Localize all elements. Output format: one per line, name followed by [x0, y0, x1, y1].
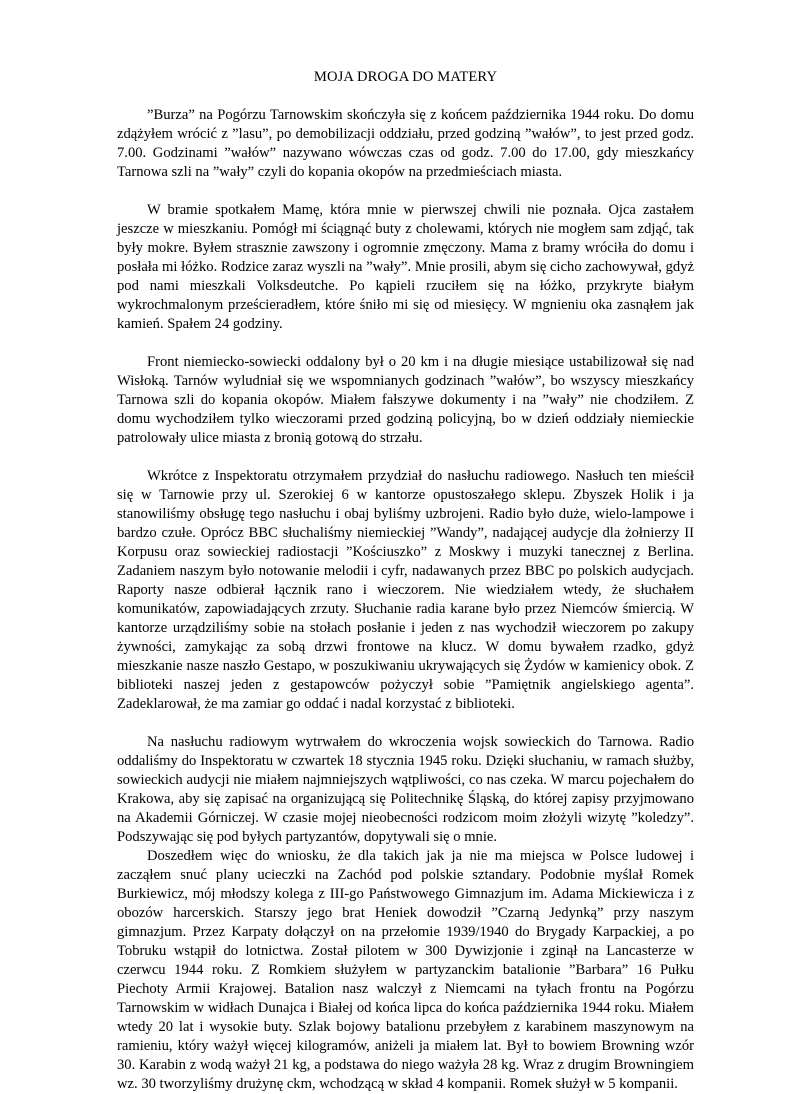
paragraph-burza: ”Burza” na Pogórzu Tarnowskim skończyła się z końcem października 1944 roku. Do domu zdążyłem wrócić z ”lasu”, po demobilizacji oddziału, przed godziną ”wałów”, to jest przed godz. 7.00. Godzinami ”wałów” nazywano wówczas czas od godz. 7.00 do 17.00, gdy mieszkańcy Tarnowa szli na ”wały” czyli do kopania okopów na przedmieściach miasta.	[117, 107, 694, 180]
paragraph-return-home: W bramie spotkałem Mamę, która mnie w pierwszej chwili nie poznała. Ojca zastałem jeszcze w mieszkaniu. Pomógł mi ściągnąć buty z cholewami, których nie mogłem sam zdjąć, tak były mokre. Byłem strasznie zawszony i ogromnie zmęczony. Mama z bramy wróciła do domu i posłała mi łóżko. Rodzice zaraz wyszli na ”wały”. Mnie prosili, abym się cicho zachowywał, gdyż pod nami mieszkali Volksdeutche. Po kąpieli rzuciłem się na łóżko, przykryte białym wykrochmalonym prześcieradłem, które śniło mi się od miesięcy. W mgnieniu oka zasnąłem jak kamień. Spałem 24 godziny.	[117, 202, 694, 332]
paragraph-front: Front niemiecko-sowiecki oddalony był o 20 km i na długie miesiące ustabilizował się nad Wisłoką. Tarnów wyludniał się we wspomnianych godzinach ”wałów”, bo wszyscy mieszkańcy Tarnowa szli do kopania okopów. Miałem fałszywe dokumenty i na ”wały” nie chodziłem. Z domu wychodziłem tylko wieczorami przed godziną policyjną, bo w dzień oddziały niemieckie patrolowały ulice miasta z bronią gotową do strzału.	[117, 354, 694, 446]
paragraph-escape-plans: Doszedłem więc do wniosku, że dla takich jak ja nie ma miejsca w Polsce ludowej i zacząłem snuć plany ucieczki na Zachód pod polskie sztandary. Podobnie myślał Romek Burkiewicz, mój młodszy kolega z III-go Państwowego Gimnazjum im. Adama Mickiewicza i z obozów harcerskich. Starszy jego brat Heniek dowodził ”Czarną Jedynką” przy naszym gimnazjum. Przez Karpaty dołączył on na przełomie 1939/1940 do Brygady Karpackiej, a po Tobruku wstąpił do lotnictwa. Został pilotem w 300 Dywizjonie i zginął na Lancasterze w czerwcu 1944 roku. Z Romkiem służyłem w partyzanckim batalionie ”Barbara” 16 Pułku Piechoty Armii Krajowej. Batalion nasz walczył z Niemcami na tyłach frontu na Pogórzu Tarnowskim w widłach Dunajca i Białej od końca lipca do końca października 1944 roku. Miałem wtedy 20 lat i wysokie buty. Szlak bojowy batalionu przebyłem z karabinem maszynowym na ramieniu, który ważył więcej kilogramów, aniżeli ja miałem lat. Był to bowiem Browning wzór 30. Karabin z wodą ważył 21 kg, a podstawa do niego ważyła 28 kg. Wraz z drugim Browningiem wz. 30 tworzyliśmy drużynę ckm, wchodzącą w skład 4 kompanii. Romek służył w 5 kompanii.	[117, 848, 694, 1092]
paragraph-radio-end: Na nasłuchu radiowym wytrwałem do wkroczenia wojsk sowieckich do Tarnowa. Radio oddaliśmy do Inspektoratu w czwartek 18 stycznia 1945 roku. Dzięki słuchaniu, w ramach służby, sowieckich audycji nie miałem najmniejszych wątpliwości, co nas czeka. W marcu pojechałem do Krakowa, aby się zapisać na organizującą się Politechnikę Śląską, do której zapisy przyjmowano na Akademii Górniczej. W czasie mojej nieobecności rodzicom moim złożyli wizytę ”koledzy”. Podszywając się pod byłych partyzantów, dopytywali się o mnie.	[117, 734, 694, 845]
document-title: MOJA DROGA DO MATERY	[313, 69, 498, 85]
paragraph-radio-listening: Wkrótce z Inspektoratu otrzymałem przydział do nasłuchu radiowego. Nasłuch ten mieścił się w Tarnowie przy ul. Szerokiej 6 w kantorze opustoszałego sklepu. Zbyszek Holik i ja stanowiliśmy obsługę tego nasłuchu i obaj byliśmy uzbrojeni. Radio było duże, wielo-lampowe i bardzo czułe. Oprócz BBC słuchaliśmy niemieckiej ”Wandy”, nadającej audycje dla żołnierzy II Korpusu oraz sowieckiej radiostacji ”Kościuszko” z Moskwy i muzyki tanecznej z Berlina. Zadaniem naszym było notowanie melodii i cyfr, nadawanych przez BBC po polskich audycjach. Raporty nasze odbierał łącznik rano i wieczorem. Nie wiedziałem wtedy, że słuchałem komunikatów, zapowiadających zrzuty. Słuchanie radia karane było przez Niemców śmiercią. W kantorze urządziliśmy sobie na stołach posłanie i jeden z nas wychodził wieczorem po zakupy żywności, zamykając za sobą drzwi frontowe na klucz. W domu bywałem rzadko, gdyż mieszkanie nasze naszło Gestapo, w poszukiwaniu ukrywających się Żydów w kamienicy obok. Z biblioteki naszej jeden z gestapowców pożyczył sobie ”Pamiętnik angielskiego agenta”. Zadeklarował, że ma zamiar go oddać i nadal korzystać z biblioteki.	[117, 468, 694, 712]
